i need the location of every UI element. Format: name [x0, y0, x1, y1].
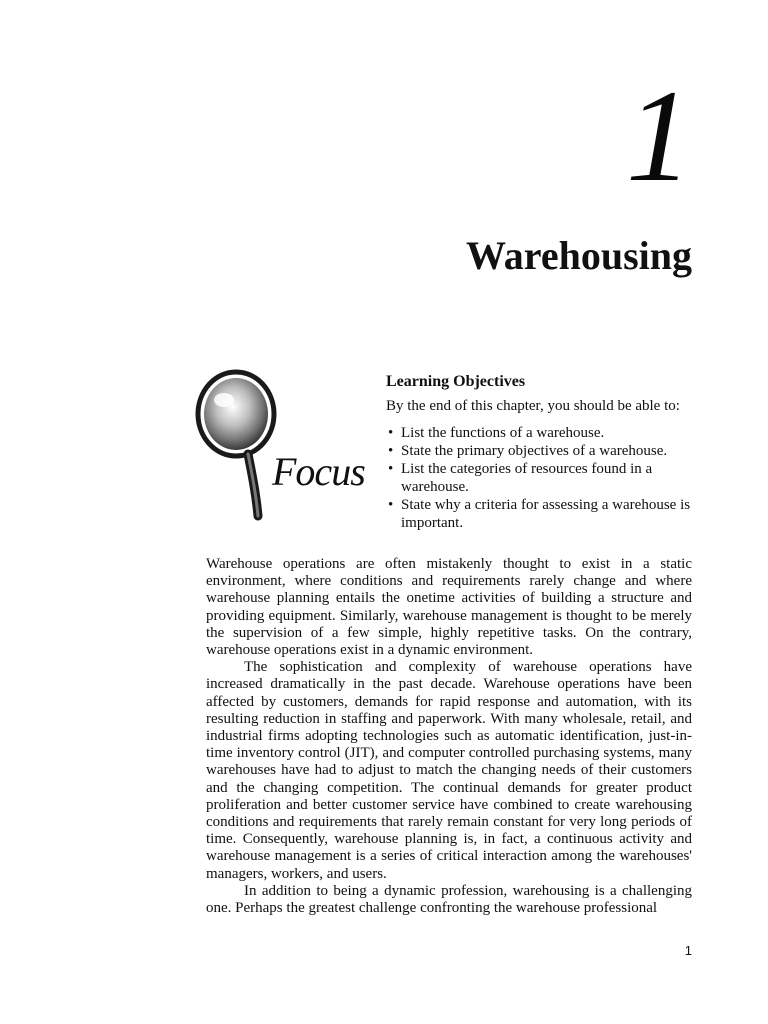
- objectives-intro: By the end of this chapter, you should be able to:: [386, 398, 680, 414]
- objectives-list: [386, 424, 706, 532]
- chapter-number: 1: [626, 62, 692, 209]
- focus-label: Focus: [272, 449, 365, 494]
- bullet-icon: •: [388, 461, 394, 477]
- bullet-icon: •: [388, 497, 394, 513]
- objective-text: State the primary objectives of a warehouse.: [401, 443, 668, 459]
- page-number: 1: [684, 943, 692, 958]
- list-item: [388, 496, 706, 532]
- list-item: [388, 442, 706, 460]
- magnifying-glass-icon: [190, 364, 380, 524]
- objectives-heading: Learning Objectives: [386, 373, 526, 390]
- body-text: [206, 556, 692, 917]
- list-item: [388, 424, 706, 442]
- list-item: [388, 460, 706, 496]
- chapter-title: Warehousing: [466, 233, 692, 278]
- paragraph: In addition to being a dynamic profession, warehousing is a challenging one. Perhaps the greatest challenge confronting the warehouse professional: [206, 882, 692, 917]
- bullet-icon: •: [388, 425, 394, 441]
- objective-text: List the functions of a warehouse.: [401, 425, 605, 441]
- paragraph: Warehouse operations are often mistakenly thought to exist in a static environment, where conditions and requirements rarely change and where warehouse planning entails the onetime activities of building a structure and providing equipment. Similarly, warehouse management is thought to be merely the supervision of a few simple, highly repetitive tasks. On the contrary, warehouse operations exist in a dynamic environment.: [206, 556, 692, 659]
- paragraph: The sophistication and complexity of warehouse operations have increased dramatically in the past decade. Warehouse operations have been affected by customers, demands for rapid response and automation, with its resulting reduction in staffing and paperwork. With many wholesale, retail, and industrial firms adopting technologies such as automatic identification, just-in-time inventory control (JIT), and computer controlled purchasing systems, many warehouses have had to adjust to match the changing needs of their customers and the changing competition. The continual demands for greater product proliferation and better customer service have combined to create warehousing conditions and requirements that rarely remain constant for very long periods of time. Consequently, warehouse planning is, in fact, a continuous activity and warehouse management is a series of critical interaction among the warehouses' managers, workers, and users.: [206, 659, 692, 882]
- bullet-icon: •: [388, 443, 394, 459]
- objective-text: State why a criteria for assessing a warehouse is important.: [401, 497, 691, 531]
- learning-objectives: [386, 373, 706, 532]
- objective-text: List the categories of resources found in a warehouse.: [401, 461, 653, 495]
